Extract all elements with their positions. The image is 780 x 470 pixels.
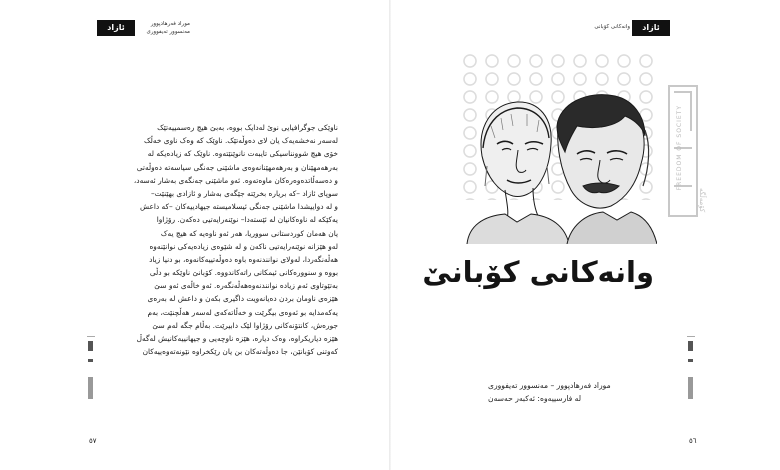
body-line: و لە دواییشدا ماشێنی جەنگی ئیسلامیستە جیهادییەکان –کە داعش [140, 202, 338, 212]
body-line: یەکێکە لە ناوەکانیان لە ئێستەدا– نوێنەرایەتیی دەکەن. رۆژاوا [156, 215, 338, 225]
body-line: یان هەمان کوردستانی سووریا، هەر ئەو ناوەیە کە هیچ یەک [160, 228, 338, 238]
body-line: لەو هێزانە نوێنەرایەتیی ناکەن و لە شێوەی زیادەیەکی نوانێنەوە [149, 241, 338, 251]
body-line: لەسەر نەخشەیەک یان لای دەوڵەتێک. ناوێک کە وەک ناوی خەڵک [144, 136, 338, 146]
credit-translator: لە فارسییەوە: ئەکبەر حەسەن [488, 394, 582, 403]
magazine-logo-right: ئازاد [632, 20, 670, 36]
magazine-tagline: FREEDOM OF SOCIETY [676, 105, 683, 191]
edge-mark [88, 359, 93, 362]
portrait-left [467, 102, 569, 244]
edge-mark [88, 341, 93, 351]
magazine-section-label: کۆمەڵگە [698, 188, 706, 213]
header-author-line: مەنسوور تەیفووری [146, 29, 190, 35]
edge-mark [88, 377, 93, 399]
credit-authors: موراد فەرهادپوور – مەنسوور تەیفووری [488, 381, 611, 390]
page-number-right: ٥٦ [689, 437, 697, 445]
header-author-line: موراد فەرهادپوور [150, 21, 190, 27]
magazine-logo-left: ئازاد [97, 20, 135, 36]
edge-mark [688, 359, 693, 362]
body-line: و دەسەڵاتدەوەرەکان ماوەتەوە. ئەو ماشێنی جەنگەی بەشار ئەسەد، [133, 175, 338, 185]
portrait-right [557, 95, 657, 244]
left-page-edge-strip [87, 336, 95, 425]
body-line: سوپای ئازاد –کە بریارە بخرێتە جێگەی بەشار و ئازادی بهێنێت– [150, 188, 338, 198]
authors-portrait-illustration [447, 86, 657, 244]
body-line: هەڵەنگەردا، لەولای نوانندنەوە باوە دەوڵەتییەکانەوە، بو دنیا زیاد [149, 254, 338, 264]
body-line: بووە و سنوورەکانی ئیمکانی راتەکاندووە. کۆبانێ ناوێکە بو دڵی [149, 268, 338, 278]
body-line: کەوتنی کۆبانێن، جا دەوڵەتەکان بن یان رێکخراوە نێونەتەوەییەکان [142, 347, 338, 357]
body-line: هێزەی ناومان بردن دەیانەویت داگیری بکەن و داعش لە بەرەی [147, 294, 338, 304]
body-line: هێزە دیاریکراوە، وەک دیارە، هێزە ناوچەیی و جیهانییەکانیش لەگەڵ [136, 334, 338, 343]
body-line: خۆی هیچ شوونناسیکی تایبەت نانوێنێتەوە. ناوێک کە زیادەیکە لە [147, 149, 338, 159]
right-page-edge-strip [687, 336, 695, 425]
left-header-authors [140, 20, 190, 36]
article-body [109, 121, 338, 358]
body-line: ناوێکی جوگرافیایی نوێ لەدایک بووە، بەبێ هیچ رەسمییەتێک [157, 123, 338, 132]
edge-mark [688, 341, 693, 351]
page-number-left: ٥٧ [89, 437, 97, 445]
body-line: جورەش، کانتۆنەکانی رۆژاوا لێک دابیرێت. بەڵام جگە لەم سێ [152, 320, 338, 330]
body-line: بەتێوتاوی ئەم زیادە نوانندنەوەهەڵەنگەرە. ئەو خاڵەی ئەو سێ [154, 281, 338, 291]
body-line: یەکەمدایە بو ئەوەی بیگرێت و خەڵاتەکەی لەسەر هەڵچنێت، بەم [147, 307, 338, 317]
body-line: بەرهەمهێنان و بەرهەمهێنانەوەی ماشێنی جەنگی سیاسەتە دەوڵەتی [136, 162, 338, 172]
article-title: وانەکانی کۆبانێ [422, 255, 654, 289]
logo-stroke [690, 91, 692, 131]
right-header-title: وانەکانی کۆبانی [594, 24, 630, 30]
left-page [0, 0, 389, 470]
article-credits [488, 379, 658, 405]
magazine-logo-vertical [668, 85, 698, 217]
edge-mark [688, 377, 693, 399]
